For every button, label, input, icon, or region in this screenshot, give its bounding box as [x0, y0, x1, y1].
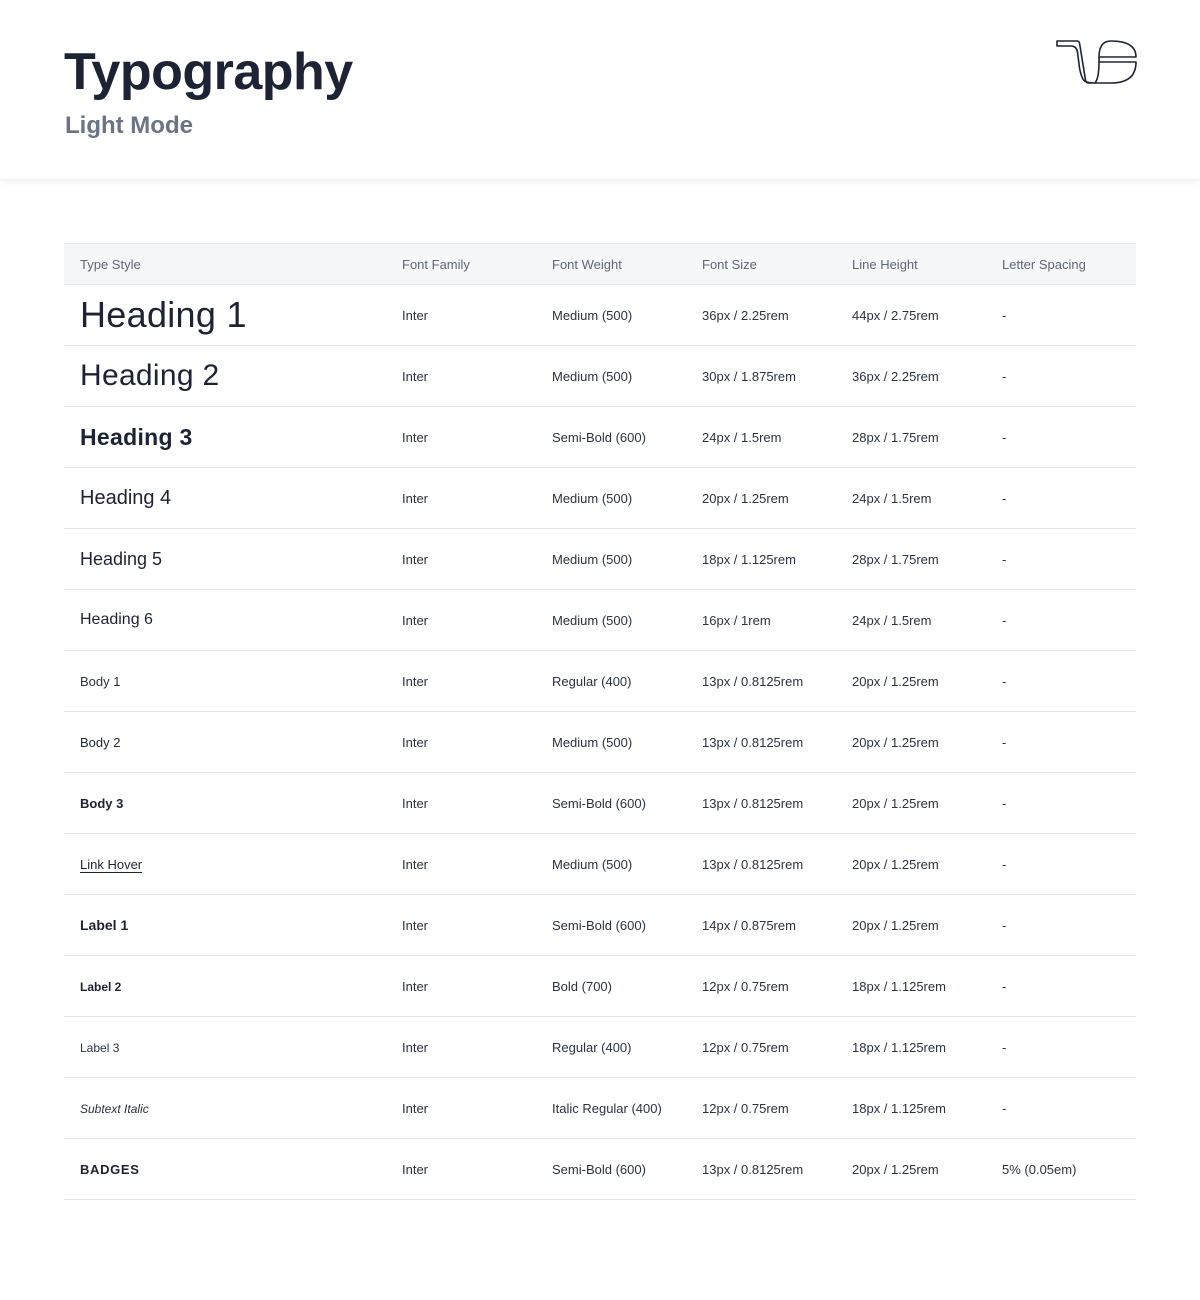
- font-family-cell: Inter: [386, 590, 536, 651]
- table-row: [64, 1139, 1136, 1200]
- type-style-cell: [64, 468, 386, 529]
- font-family-cell: Inter: [386, 1139, 536, 1200]
- font-size-cell: 12px / 0.75rem: [686, 956, 836, 1017]
- letter-spacing-cell: -: [986, 346, 1136, 407]
- font-weight-cell: Medium (500): [536, 529, 686, 590]
- font-family-cell: Inter: [386, 407, 536, 468]
- font-family-cell: Inter: [386, 956, 536, 1017]
- type-style-sample: Heading 3: [80, 423, 193, 450]
- font-weight-cell: Medium (500): [536, 468, 686, 529]
- table-row: [64, 834, 1136, 895]
- font-family-cell: Inter: [386, 712, 536, 773]
- type-style-cell: [64, 834, 386, 895]
- letter-spacing-cell: -: [986, 529, 1136, 590]
- type-style-cell: [64, 407, 386, 468]
- type-style-cell: [64, 1078, 386, 1139]
- type-style-cell: [64, 590, 386, 651]
- type-style-sample: BADGES: [80, 1161, 140, 1177]
- letter-spacing-cell: -: [986, 895, 1136, 956]
- type-style-sample: Label 2: [80, 979, 122, 994]
- letter-spacing-cell: -: [986, 285, 1136, 346]
- type-style-cell: [64, 712, 386, 773]
- font-weight-cell: Medium (500): [536, 590, 686, 651]
- line-height-cell: 44px / 2.75rem: [836, 285, 986, 346]
- type-style-cell: [64, 773, 386, 834]
- type-style-sample: Subtext Italic: [80, 1101, 149, 1116]
- type-style-sample: Body 1: [80, 673, 121, 689]
- letter-spacing-cell: 5% (0.05em): [986, 1139, 1136, 1200]
- line-height-cell: 24px / 1.5rem: [836, 468, 986, 529]
- line-height-cell: 28px / 1.75rem: [836, 407, 986, 468]
- line-height-cell: 36px / 2.25rem: [836, 346, 986, 407]
- column-header-font-weight: Font Weight: [552, 256, 622, 272]
- type-style-sample: Heading 4: [80, 486, 172, 509]
- font-size-cell: 13px / 0.8125rem: [686, 651, 836, 712]
- type-style-cell: [64, 895, 386, 956]
- type-style-cell: [64, 346, 386, 407]
- table-row: [64, 468, 1136, 529]
- font-family-cell: Inter: [386, 346, 536, 407]
- line-height-cell: 20px / 1.25rem: [836, 651, 986, 712]
- font-size-cell: 18px / 1.125rem: [686, 529, 836, 590]
- type-style-sample: Label 3: [80, 1040, 120, 1055]
- table-row: [64, 895, 1136, 956]
- font-family-cell: Inter: [386, 1078, 536, 1139]
- font-family-cell: Inter: [386, 468, 536, 529]
- letter-spacing-cell: -: [986, 407, 1136, 468]
- font-size-cell: 13px / 0.8125rem: [686, 1139, 836, 1200]
- column-header-letter-spacing: Letter Spacing: [1002, 256, 1086, 272]
- font-size-cell: 30px / 1.875rem: [686, 346, 836, 407]
- type-style-sample: Label 1: [80, 917, 129, 933]
- line-height-cell: 24px / 1.5rem: [836, 590, 986, 651]
- font-size-cell: 13px / 0.8125rem: [686, 712, 836, 773]
- table-header-row: [64, 244, 1136, 285]
- font-size-cell: 13px / 0.8125rem: [686, 773, 836, 834]
- font-weight-cell: Medium (500): [536, 285, 686, 346]
- type-style-sample: Body 2: [80, 734, 121, 750]
- font-weight-cell: Regular (400): [536, 651, 686, 712]
- font-size-cell: 16px / 1rem: [686, 590, 836, 651]
- font-weight-cell: Bold (700): [536, 956, 686, 1017]
- type-style-cell: [64, 529, 386, 590]
- font-weight-cell: Italic Regular (400): [536, 1078, 686, 1139]
- font-size-cell: 12px / 0.75rem: [686, 1017, 836, 1078]
- font-size-cell: 24px / 1.5rem: [686, 407, 836, 468]
- font-family-cell: Inter: [386, 773, 536, 834]
- letter-spacing-cell: -: [986, 712, 1136, 773]
- font-weight-cell: Semi-Bold (600): [536, 1139, 686, 1200]
- font-weight-cell: Medium (500): [536, 834, 686, 895]
- table-row: [64, 590, 1136, 651]
- font-family-cell: Inter: [386, 651, 536, 712]
- table-row: [64, 773, 1136, 834]
- font-weight-cell: Medium (500): [536, 712, 686, 773]
- table-row: [64, 346, 1136, 407]
- page-title: Typography: [64, 43, 353, 101]
- type-style-sample: Heading 1: [80, 294, 247, 335]
- font-size-cell: 13px / 0.8125rem: [686, 834, 836, 895]
- type-style-sample: Body 3: [80, 795, 124, 811]
- line-height-cell: 18px / 1.125rem: [836, 1078, 986, 1139]
- column-header-font-size: Font Size: [702, 256, 757, 272]
- font-size-cell: 12px / 0.75rem: [686, 1078, 836, 1139]
- line-height-cell: 18px / 1.125rem: [836, 956, 986, 1017]
- letter-spacing-cell: -: [986, 590, 1136, 651]
- type-style-cell: [64, 1139, 386, 1200]
- column-header-font-family: Font Family: [402, 256, 470, 272]
- font-weight-cell: Regular (400): [536, 1017, 686, 1078]
- type-style-sample: Heading 6: [80, 611, 153, 628]
- typography-table: [64, 243, 1136, 1200]
- letter-spacing-cell: -: [986, 834, 1136, 895]
- table-row: [64, 956, 1136, 1017]
- line-height-cell: 18px / 1.125rem: [836, 1017, 986, 1078]
- font-size-cell: 14px / 0.875rem: [686, 895, 836, 956]
- column-header-type-style: Type Style: [80, 256, 141, 272]
- type-style-sample: Heading 5: [80, 548, 163, 569]
- line-height-cell: 20px / 1.25rem: [836, 895, 986, 956]
- type-style-cell: [64, 956, 386, 1017]
- letter-spacing-cell: -: [986, 1078, 1136, 1139]
- letter-spacing-cell: -: [986, 956, 1136, 1017]
- table-row: [64, 1017, 1136, 1078]
- letter-spacing-cell: -: [986, 651, 1136, 712]
- font-family-cell: Inter: [386, 1017, 536, 1078]
- font-family-cell: Inter: [386, 834, 536, 895]
- table-row: [64, 1078, 1136, 1139]
- font-family-cell: Inter: [386, 895, 536, 956]
- font-weight-cell: Semi-Bold (600): [536, 773, 686, 834]
- table-row: [64, 651, 1136, 712]
- te-logo-icon: [1055, 38, 1139, 88]
- letter-spacing-cell: -: [986, 468, 1136, 529]
- link-hover-sample[interactable]: Link Hover: [80, 856, 143, 872]
- font-weight-cell: Semi-Bold (600): [536, 895, 686, 956]
- table-row: [64, 285, 1136, 346]
- line-height-cell: 20px / 1.25rem: [836, 834, 986, 895]
- type-style-sample: Heading 2: [80, 359, 220, 392]
- font-family-cell: Inter: [386, 529, 536, 590]
- font-weight-cell: Medium (500): [536, 346, 686, 407]
- column-header-line-height: Line Height: [852, 256, 918, 272]
- line-height-cell: 28px / 1.75rem: [836, 529, 986, 590]
- line-height-cell: 20px / 1.25rem: [836, 1139, 986, 1200]
- type-style-cell: [64, 651, 386, 712]
- letter-spacing-cell: -: [986, 1017, 1136, 1078]
- table-row: [64, 407, 1136, 468]
- table-row: [64, 529, 1136, 590]
- font-family-cell: Inter: [386, 285, 536, 346]
- line-height-cell: 20px / 1.25rem: [836, 773, 986, 834]
- line-height-cell: 20px / 1.25rem: [836, 712, 986, 773]
- letter-spacing-cell: -: [986, 773, 1136, 834]
- type-style-cell: [64, 1017, 386, 1078]
- page-header: [0, 0, 1200, 180]
- font-size-cell: 20px / 1.25rem: [686, 468, 836, 529]
- font-size-cell: 36px / 2.25rem: [686, 285, 836, 346]
- table-row: [64, 712, 1136, 773]
- type-style-cell: [64, 285, 386, 346]
- font-weight-cell: Semi-Bold (600): [536, 407, 686, 468]
- page-subtitle: Light Mode: [65, 112, 193, 139]
